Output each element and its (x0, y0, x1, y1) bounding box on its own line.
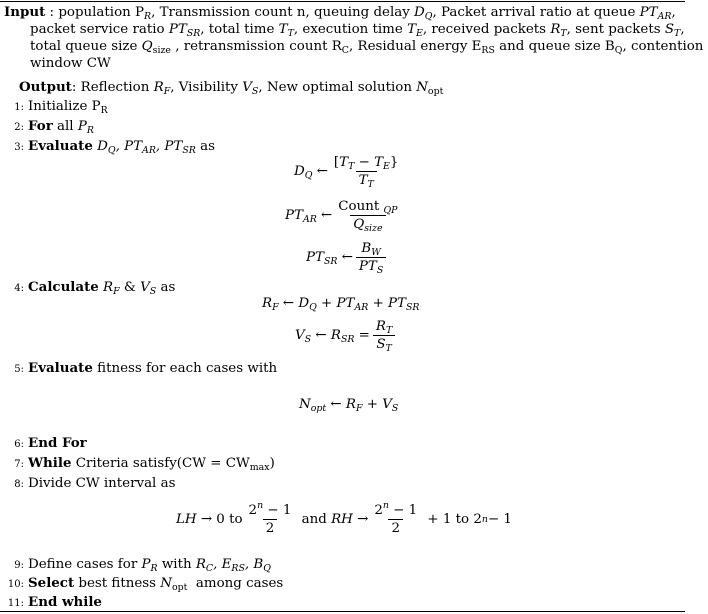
keyword-while: While (28, 455, 72, 471)
line-number: 9: (14, 560, 24, 571)
keyword-for: For (28, 118, 53, 134)
line-number: 5: (14, 364, 24, 375)
line-number: 1: (14, 102, 24, 113)
step-7: 7: While Criteria satisfy(CW = $CW_{max}$) (4, 455, 275, 473)
step-5: 5: Evaluate fitness for each cases with (4, 360, 277, 378)
algorithm-output: Output: Reflection $R_F$, Visibility $V_S$, New optimal solution $N_{opt}$ (19, 79, 444, 97)
keyword-end-for: End For (28, 435, 87, 451)
formula-vs: $V_S$ ← $R_{SR}$ = $\frac{R_T}{S_T}$ (295, 318, 398, 353)
line-number: 8: (14, 479, 24, 490)
bottom-rule (0, 611, 685, 612)
line-number: 4: (14, 283, 24, 294)
step-11 (4, 594, 102, 612)
line-number: 2: (14, 122, 24, 133)
top-rule (0, 1, 685, 2)
algorithm-input: Input : population $P_R$, Transmission count n, queuing delay $D_Q$, Packet arrival ratio at queue $PT_{AR}$, packet service ratio $PT_{SR}$, total time $T_T$, execution time $T_E$, received packets $R_T$, sent packets $S_T$, total queue size $Q_{size}$ , retransmission count $R_C$, Residual energy $E_{RS}$ and queue size $B_Q$, contention window CW (4, 4, 704, 71)
step-4: 4: Calculate $R_F$ & $V_S$ as (4, 279, 175, 297)
keyword-end-while: End while (28, 594, 102, 610)
line-number: 7: (14, 459, 24, 470)
step-3: 3: Evaluate $D_Q$, $PT_{AR}$, $PT_{SR}$ as (4, 138, 215, 156)
line-number: 10: (7, 579, 24, 590)
formula-nopt: $N_{opt}$ ← $R_F$ + $V_S$ (299, 397, 399, 414)
line-number: 3: (14, 142, 24, 153)
step-6 (4, 435, 87, 453)
input-label: Input (4, 4, 46, 20)
step-8: 8: Divide CW interval as (4, 475, 175, 493)
line-number: 11: (7, 598, 24, 609)
step-10: 10: Select best fitness $N_{opt}$ among cases (4, 575, 283, 593)
formula-cw-interval: LH → 0 to $\frac{2^n - 1}{2}$ and RH → $\frac{2^n - 1}{2}$ + 1 to 2 n − 1 (176, 500, 512, 536)
formula-pt-sr: $PT_{SR}$ ← $\frac{B_W}{PT_S}$ (306, 240, 389, 275)
formula-dq: $D_Q$ ← $\frac{[T_T - T_E\}}{T_T}$ (294, 155, 399, 190)
keyword-calculate: Calculate (28, 279, 99, 295)
keyword-evaluate: Evaluate (28, 360, 93, 376)
step-9: 9: Define cases for $P_R$ with $R_C$, $E_{RS}$, $B_Q$ (4, 556, 271, 574)
formula-pt-ar: $PT_{AR}$ ← $\frac{Count _{QP}}{Q_{size}}$ (285, 199, 398, 234)
output-label: Output (19, 79, 72, 95)
keyword-select: Select (28, 575, 75, 591)
keyword-evaluate: Evaluate (28, 138, 93, 154)
formula-rf: $R_F$ ← $D_Q$ + $PT_{AR}$ + $PT_{SR}$ (262, 296, 420, 313)
step-1: 1: Initialize $P_R$ (4, 98, 108, 116)
step-2: 2: For all $P_R$ (4, 118, 94, 136)
line-number: 6: (14, 439, 24, 450)
